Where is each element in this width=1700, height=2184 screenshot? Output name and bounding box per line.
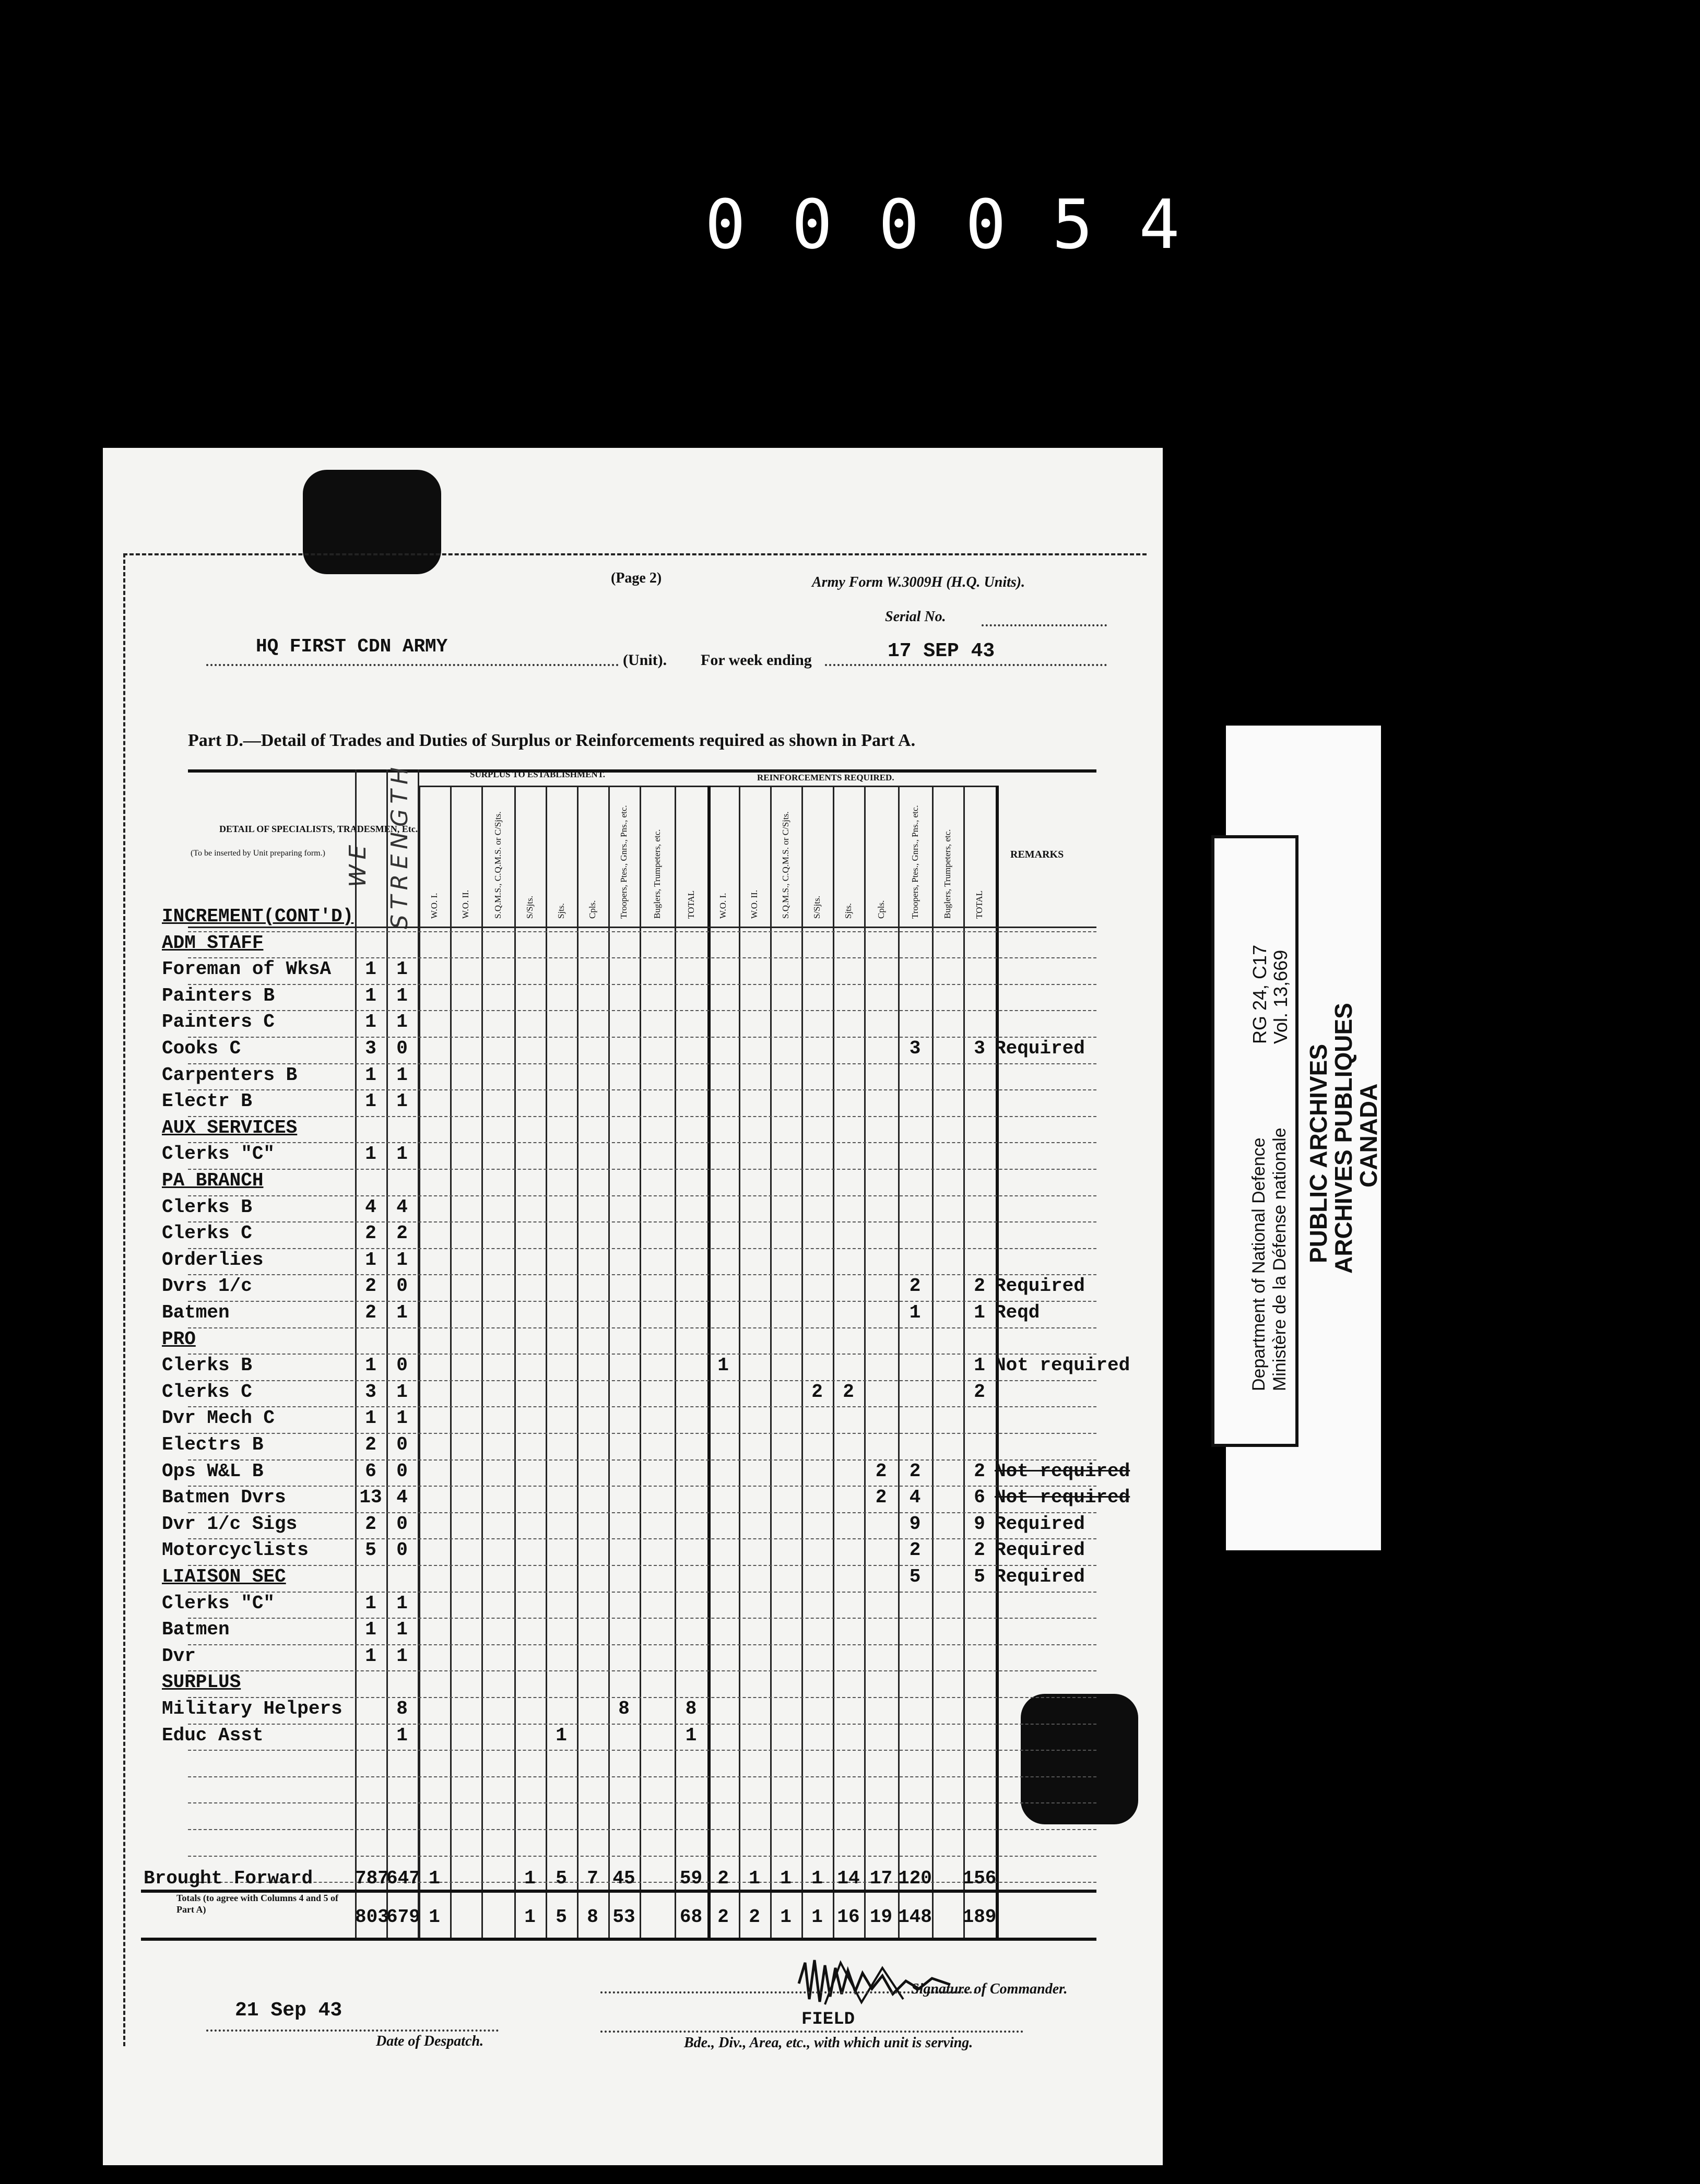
row-rule	[188, 1776, 1096, 1777]
strength-value: 1	[396, 1011, 408, 1033]
surplus-col-header: S.Q.M.S., C.Q.M.S. or C/Sjts.	[492, 811, 503, 919]
reinforcements-header: REINFORCEMENTS REQUIRED.	[757, 773, 894, 782]
we-value: 3	[365, 1381, 376, 1403]
perforation-left	[123, 553, 125, 2046]
surplus-value: 5	[556, 1906, 567, 1928]
detail-subheader: (To be inserted by Unit preparing form.)	[191, 849, 325, 858]
remark-text: Required	[995, 1539, 1085, 1561]
row-rule	[188, 1116, 1096, 1117]
section-heading: PA BRANCH	[162, 1170, 264, 1191]
row-label: Electr B	[162, 1090, 252, 1112]
row-rule	[188, 931, 1096, 932]
row-label: Dvr Mech C	[162, 1407, 275, 1429]
reinf-value: 2	[974, 1381, 985, 1403]
page-number: (Page 2)	[611, 570, 662, 586]
reinf-value: 16	[837, 1906, 860, 1928]
surplus-value: 5	[556, 1868, 567, 1889]
row-rule	[188, 1327, 1096, 1328]
surplus-value: 7	[587, 1868, 598, 1889]
archive-dept-en: Department of National Defence	[1249, 1137, 1269, 1391]
row-label: Dvrs 1/c	[162, 1275, 252, 1297]
surplus-value: 1	[685, 1724, 697, 1746]
row-rule	[188, 1010, 1096, 1011]
we-value: 2	[365, 1275, 376, 1297]
row-label: Orderlies	[162, 1249, 264, 1271]
surplus-header: SURPLUS TO ESTABLISHMENT.	[470, 769, 606, 779]
form-name: Army Form W.3009H (H.Q. Units).	[812, 574, 1025, 590]
archive-vol: Vol. 13,669	[1270, 949, 1291, 1044]
row-label: Electrs B	[162, 1434, 264, 1455]
row-label: Batmen	[162, 1619, 230, 1641]
row-rule	[188, 1618, 1096, 1619]
we-value: 1	[365, 1619, 376, 1641]
we-value: 803	[355, 1906, 389, 1928]
strength-value: 4	[396, 1487, 408, 1509]
week-line	[825, 664, 1107, 666]
row-rule	[188, 1406, 1096, 1407]
reinf-value: 6	[974, 1487, 985, 1509]
remark-text: Required	[995, 1513, 1085, 1535]
surplus-col-header: Troopers, Ptes., Gnrs., Pns., etc.	[619, 805, 629, 919]
row-rule	[188, 1750, 1096, 1751]
we-value: 1	[365, 1090, 376, 1112]
week-label: For week ending	[701, 651, 812, 669]
reinf-value: 19	[869, 1906, 893, 1928]
reinf-value: 9	[974, 1513, 985, 1535]
surplus-value: 8	[587, 1906, 598, 1928]
strength-value: 0	[396, 1539, 408, 1561]
row-label: Dvr	[162, 1645, 196, 1667]
row-rule	[188, 1856, 1096, 1857]
reinf-value: 2	[717, 1868, 729, 1889]
remarks-header: REMARKS	[1010, 849, 1064, 860]
strength-value: 0	[396, 1038, 408, 1059]
row-label: Clerks "C"	[162, 1592, 275, 1614]
strength-value: 0	[396, 1460, 408, 1482]
remark-text: Reqd	[995, 1302, 1040, 1323]
surplus-value: 8	[618, 1698, 630, 1719]
strength-value: 1	[396, 958, 408, 980]
reinf-value: 2	[843, 1381, 854, 1403]
field-value: FIELD	[801, 2010, 855, 2029]
reinf-value: 5	[909, 1566, 921, 1587]
despatch-date: 21 Sep 43	[235, 1999, 343, 2022]
we-value: 6	[365, 1460, 376, 1482]
archive-dept-fr: Ministère de la Défense nationale	[1270, 1127, 1290, 1391]
we-value: 1	[365, 984, 376, 1006]
strength-value: 1	[396, 1064, 408, 1086]
unit-label: (Unit).	[623, 651, 667, 669]
row-label: Foreman of WksA	[162, 958, 332, 980]
field-label: Bde., Div., Area, etc., with which unit is serving.	[684, 2035, 973, 2051]
brought-forward-label: Brought Forward	[144, 1868, 313, 1889]
reinf-col-header: S/Sjts.	[812, 896, 822, 919]
row-label: Clerks B	[162, 1196, 252, 1218]
surplus-col-header: Sjts.	[556, 903, 566, 919]
surplus-col-header: W.O. II.	[461, 889, 470, 919]
row-rule	[188, 1829, 1096, 1830]
row-label: Dvr 1/c Sigs	[162, 1513, 298, 1535]
reinf-value: 2	[974, 1275, 985, 1297]
reinf-value: 2	[974, 1539, 985, 1561]
unit-line	[206, 664, 619, 666]
part-title: Part D.—Detail of Trades and Duties of Surplus or Reinforcements required as shown in Part A.	[188, 731, 916, 750]
row-label: Motorcyclists	[162, 1539, 309, 1561]
surplus-col-header: W.O. I.	[429, 893, 439, 919]
strength-value: 679	[386, 1906, 420, 1928]
strength-value: 1	[396, 1724, 408, 1746]
reinf-value: 2	[875, 1460, 887, 1482]
archive-ref: RG 24, C17	[1249, 944, 1270, 1044]
date-label: Date of Despatch.	[376, 2033, 484, 2049]
reinf-value: 2	[749, 1906, 760, 1928]
row-rule	[188, 1670, 1096, 1671]
row-rule	[188, 1221, 1096, 1222]
reinf-value: 2	[909, 1460, 921, 1482]
reinf-value: 156	[962, 1868, 997, 1889]
strength-value: 2	[396, 1222, 408, 1244]
reinf-value: 2	[717, 1906, 729, 1928]
surplus-value: 1	[524, 1906, 536, 1928]
row-label: Painters C	[162, 1011, 275, 1033]
row-rule	[188, 1248, 1096, 1249]
row-label: Clerks "C"	[162, 1143, 275, 1165]
strength-value: 1	[396, 1407, 408, 1429]
we-value: 1	[365, 1407, 376, 1429]
remark-text: Not required	[995, 1355, 1130, 1376]
signature-label: Signature of Commander.	[911, 1981, 1068, 1997]
serial-label: Serial No.	[885, 609, 946, 625]
surplus-value: 1	[429, 1868, 440, 1889]
reinf-col-header: Cpls.	[876, 900, 886, 919]
section-heading: PRO	[162, 1328, 196, 1350]
reinf-col-header: Buglers, Trumpeters, etc.	[942, 829, 952, 919]
strength-value: 0	[396, 1513, 408, 1535]
section-heading: AUX SERVICES	[162, 1117, 298, 1138]
remark-text: Required	[995, 1566, 1085, 1587]
strength-value: 1	[396, 1592, 408, 1614]
we-value: 1	[365, 1143, 376, 1165]
row-rule	[188, 1433, 1096, 1434]
reinf-value: 2	[909, 1275, 921, 1297]
row-rule	[188, 1089, 1096, 1090]
reinf-value: 3	[909, 1038, 921, 1059]
we-value: 2	[365, 1434, 376, 1455]
unit-value: HQ FIRST CDN ARMY	[256, 636, 448, 657]
section-heading: LIAISON SEC	[162, 1566, 286, 1587]
row-rule	[188, 1063, 1096, 1064]
surplus-value: 1	[524, 1868, 536, 1889]
handwritten-we: WE	[345, 839, 371, 887]
reinf-value: 1	[974, 1302, 985, 1323]
reinf-value: 5	[974, 1566, 985, 1587]
reinf-value: 1	[909, 1302, 921, 1323]
perforation-top	[123, 553, 1147, 555]
reinf-value: 4	[909, 1487, 921, 1509]
row-label: Military Helpers	[162, 1698, 343, 1719]
archive-country: CANADA	[1355, 1083, 1382, 1188]
we-value: 2	[365, 1513, 376, 1535]
reinf-value: 9	[909, 1513, 921, 1535]
we-value: 2	[365, 1302, 376, 1323]
reinf-col-header: TOTAL	[974, 890, 984, 919]
strength-value: 0	[396, 1434, 408, 1455]
we-value: 3	[365, 1038, 376, 1059]
reinf-value: 1	[749, 1868, 760, 1889]
field-line	[600, 2031, 1023, 2033]
detail-header: DETAIL OF SPECIALISTS, TRADESMEN, Etc.	[219, 824, 418, 834]
strength-value: 1	[396, 1381, 408, 1403]
reinf-value: 189	[962, 1906, 997, 1928]
remark-text: Not required	[995, 1487, 1130, 1509]
strength-value: 647	[386, 1868, 420, 1889]
we-value: 5	[365, 1539, 376, 1561]
strength-value: 0	[396, 1275, 408, 1297]
week-value: 17 SEP 43	[888, 640, 995, 662]
row-label: Batmen	[162, 1302, 230, 1323]
tape-top	[303, 470, 441, 574]
reinf-col-header: Troopers, Ptes., Gnrs., Pns., etc.	[910, 805, 920, 919]
reinf-value: 2	[974, 1460, 985, 1482]
reinf-col-header: W.O. II.	[749, 889, 759, 919]
row-label: Clerks C	[162, 1381, 252, 1403]
totals-bottom-rule	[141, 1938, 1096, 1941]
we-value: 2	[365, 1222, 376, 1244]
strength-value: 8	[396, 1698, 408, 1719]
row-rule	[188, 1724, 1096, 1725]
totals-label: Totals (to agree with Columns 4 and 5 of Part A)	[176, 1893, 339, 1915]
reinf-value: 148	[898, 1906, 932, 1928]
row-label: Carpenters B	[162, 1064, 298, 1086]
handwritten-strength: STRENGTH	[386, 762, 413, 929]
row-label: Educ Asst	[162, 1724, 264, 1746]
row-label: Clerks C	[162, 1222, 252, 1244]
we-value: 1	[365, 1355, 376, 1376]
row-label: Clerks B	[162, 1355, 252, 1376]
surplus-value: 53	[612, 1906, 635, 1928]
remark-text: Required	[995, 1275, 1085, 1297]
reinf-value: 17	[869, 1868, 893, 1889]
row-rule	[188, 1195, 1096, 1196]
reinf-value: 1	[717, 1355, 729, 1376]
reinf-col-header: W.O. I.	[718, 893, 728, 919]
surplus-value: 1	[429, 1906, 440, 1928]
row-rule	[188, 1142, 1096, 1143]
row-rule	[188, 1802, 1096, 1803]
reinf-value: 2	[875, 1487, 887, 1509]
strength-value: 1	[396, 1090, 408, 1112]
strength-value: 4	[396, 1196, 408, 1218]
row-label: Cooks C	[162, 1038, 241, 1059]
row-label: Ops W&L B	[162, 1460, 264, 1482]
tape-right	[1021, 1694, 1138, 1824]
reinf-value: 1	[974, 1355, 985, 1376]
row-rule	[188, 1644, 1096, 1645]
row-label: Batmen Dvrs	[162, 1487, 286, 1509]
reinf-value: 2	[811, 1381, 823, 1403]
surplus-value: 68	[679, 1906, 703, 1928]
archive-title-en: PUBLIC ARCHIVES	[1305, 1044, 1332, 1263]
we-value: 13	[359, 1487, 382, 1509]
reinf-value: 1	[811, 1868, 823, 1889]
table-top-rule	[188, 769, 1096, 773]
strength-value: 1	[396, 1143, 408, 1165]
reinf-value: 2	[909, 1539, 921, 1561]
reinf-value: 1	[811, 1906, 823, 1928]
reinf-value: 1	[780, 1868, 792, 1889]
row-label: Painters B	[162, 984, 275, 1006]
reinf-value: 14	[837, 1868, 860, 1889]
row-rule	[188, 1169, 1096, 1170]
reinf-value: 3	[974, 1038, 985, 1059]
strength-value: 1	[396, 1645, 408, 1667]
date-line	[206, 2029, 499, 2032]
strength-value: 0	[396, 1355, 408, 1376]
we-value: 787	[355, 1868, 389, 1889]
remark-text: Not required	[995, 1460, 1130, 1482]
surplus-value: 1	[556, 1724, 567, 1746]
section-heading: INCREMENT(CONT'D)	[162, 906, 354, 927]
surplus-col-header: TOTAL	[686, 890, 696, 919]
remark-text: Required	[995, 1038, 1085, 1059]
archive-title-fr: ARCHIVES PUBLIQUES	[1330, 1003, 1357, 1274]
surplus-col-header: Cpls.	[587, 900, 597, 919]
we-value: 1	[365, 1645, 376, 1667]
we-value: 1	[365, 1592, 376, 1614]
section-heading: ADM STAFF	[162, 932, 264, 954]
we-value: 1	[365, 958, 376, 980]
surplus-value: 8	[685, 1698, 697, 1719]
strength-value: 1	[396, 984, 408, 1006]
surplus-value: 59	[679, 1868, 703, 1889]
strength-value: 1	[396, 1302, 408, 1323]
surplus-value: 45	[612, 1868, 635, 1889]
row-rule	[188, 1592, 1096, 1593]
reinf-value: 120	[898, 1868, 932, 1889]
we-value: 1	[365, 1011, 376, 1033]
we-value: 1	[365, 1064, 376, 1086]
strength-value: 1	[396, 1619, 408, 1641]
we-value: 4	[365, 1196, 376, 1218]
reinf-col-header: Sjts.	[843, 903, 853, 919]
frame-number: 000054	[705, 185, 1226, 264]
reinf-col-header: S.Q.M.S., C.Q.M.S. or C/Sjts.	[781, 811, 790, 919]
surplus-col-header: S/Sjts.	[525, 896, 535, 919]
row-rule	[188, 984, 1096, 985]
surplus-col-header: Buglers, Trumpeters, etc.	[652, 829, 662, 919]
serial-line	[982, 624, 1107, 626]
strength-value: 1	[396, 1249, 408, 1271]
we-value: 1	[365, 1249, 376, 1271]
section-heading: SURPLUS	[162, 1671, 241, 1693]
reinf-value: 1	[780, 1906, 792, 1928]
